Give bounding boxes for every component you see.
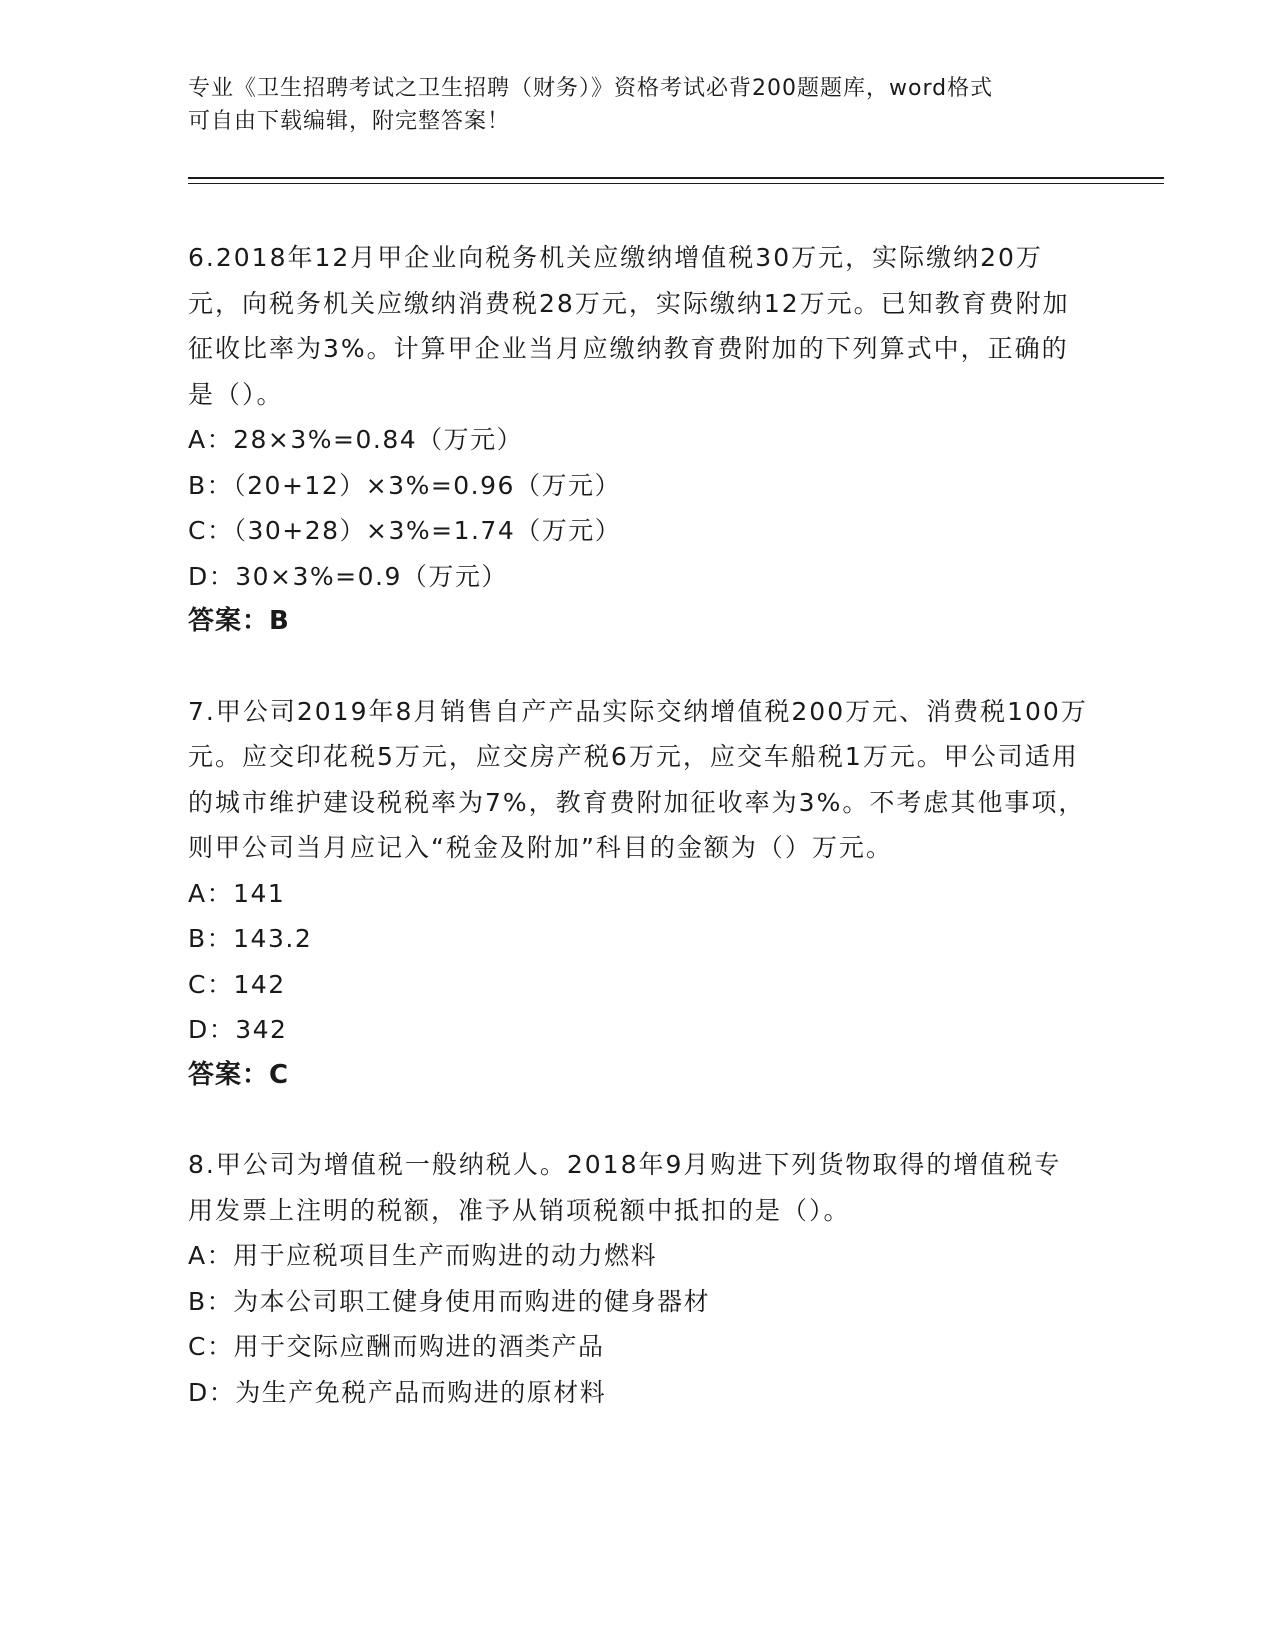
option-d: D：为生产免税产品而购进的原材料 (188, 1377, 607, 1407)
question-stem: 6.2018年12月甲企业向税务机关应缴纳增值税30万元，实际缴纳20万元，向税务机关应缴纳消费税28万元，实际缴纳12万元。已知教育费附加征收比率为3%。计算甲企业当月应缴纳教育费附加的下列算式中，正确的是（）。 (188, 243, 1070, 409)
header-divider-thick (188, 177, 1164, 179)
question-stem: 7.甲公司2019年8月销售自产产品实际交纳增值税200万元、消费税100万元。应交印花税5万元，应交房产税6万元，应交车船税1万元。甲公司适用的城市维护建设税税率为7%，教育费附加征收率为3%。不考虑其他事项，则甲公司当月应记入“税金及附加”科目的金额为（）万元。 (188, 696, 1088, 862)
option-a: A：用于应税项目生产而购进的动力燃料 (188, 1241, 658, 1270)
question-list (188, 235, 1088, 1459)
option-c: C：142 (188, 969, 286, 999)
option-a: A：141 (188, 878, 286, 908)
document-header (188, 72, 1088, 138)
option-a: A：28×3%=0.84（万元） (188, 425, 524, 454)
option-b: B：为本公司职工健身使用而购进的健身器材 (188, 1286, 711, 1316)
question-8 (188, 1142, 1088, 1415)
option-c: C：用于交际应酬而购进的酒类产品 (188, 1332, 605, 1361)
header-line-1: 专业《卫生招聘考试之卫生招聘（财务）》资格考试必背200题题库，word格式 (188, 76, 994, 101)
option-d: D：30×3%=0.9（万元） (188, 561, 508, 591)
header-line-2: 可自由下载编辑，附完整答案！ (188, 109, 511, 134)
option-b: B：143.2 (188, 924, 313, 953)
option-b: B：（20+12）×3%=0.96（万元） (188, 470, 621, 500)
question-7 (188, 689, 1088, 1099)
question-stem: 8.甲公司为增值税一般纳税人。2018年9月购进下列货物取得的增值税专用发票上注明的税额，准予从销项税额中抵扣的是（）。 (188, 1150, 1062, 1225)
option-d: D：342 (188, 1015, 288, 1044)
answer-label: 答案：B (188, 606, 290, 636)
header-divider-thin (188, 183, 1164, 184)
answer-label: 答案：C (188, 1059, 290, 1090)
question-6 (188, 235, 1088, 645)
option-c: C：（30+28）×3%=1.74（万元） (188, 516, 622, 545)
